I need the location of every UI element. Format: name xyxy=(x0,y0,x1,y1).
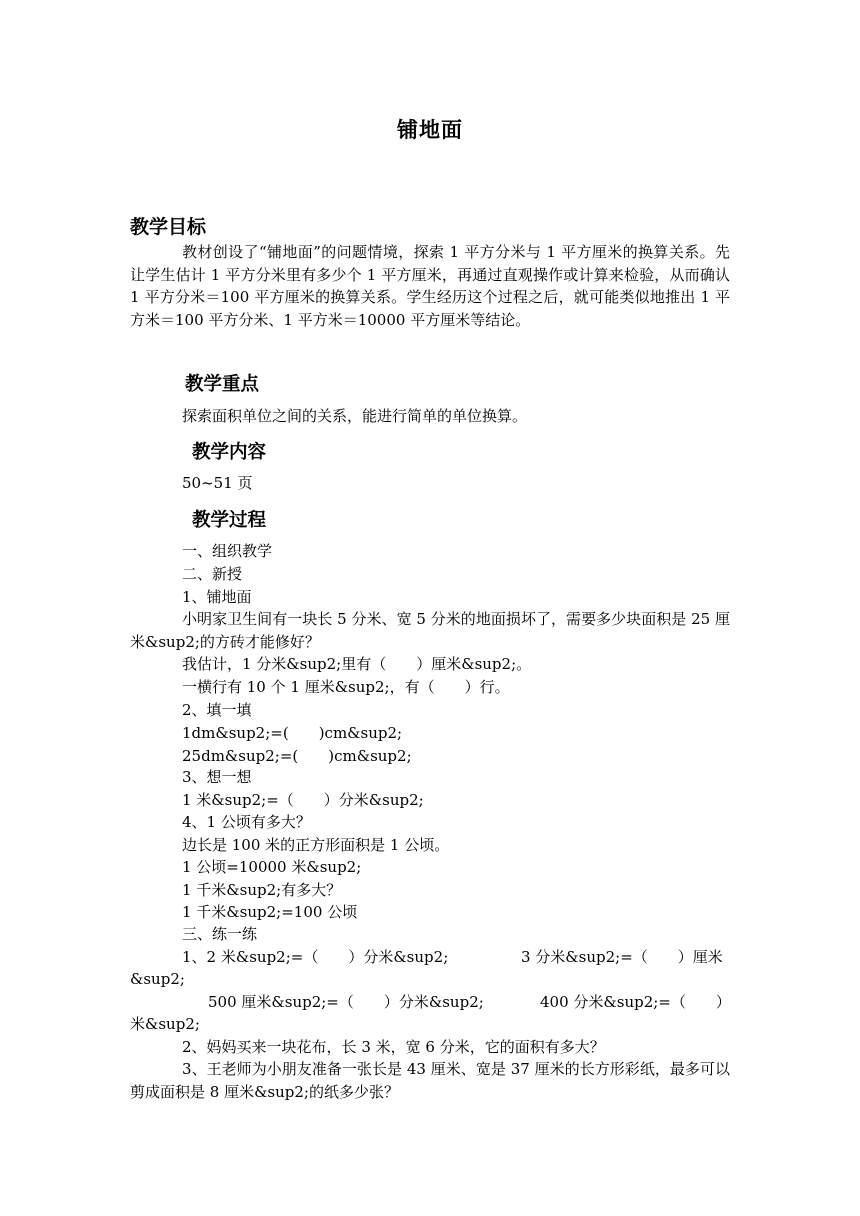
exercise-1b: 3 分米&sup2;=（ ）厘米 xyxy=(521,948,723,966)
heading-teaching-goals: 教学目标 xyxy=(130,216,207,238)
teaching-goals-paragraph: 教材创设了“铺地面”的问题情境，探索 1 平方分米与 1 平方厘米的换算关系。先让学生估计 1 平方分米里有多少个 1 平方厘米，再通过直观操作或计算来检验，从而确认 1 平方分米＝100 平方厘米的换算关系。学生经历这个过程之后，就可能类似地推出 1 平方米＝100 平方分米、1 平方米＝10000 平方厘米等结论。 xyxy=(130,243,730,329)
process-line: 1dm&sup2;=( )cm&sup2; xyxy=(182,724,403,742)
process-line: 1 千米&sup2;=100 公顷 xyxy=(182,903,358,921)
process-line: 1、铺地面 xyxy=(182,588,252,606)
process-line: 4、1 公顷有多大？ xyxy=(182,813,311,831)
exercise-1d: 400 分米&sup2;=（ ） xyxy=(540,993,731,1011)
exercise-3: 3、王老师为小朋友准备一张长是 43 厘米、宽是 37 厘米的长方形彩纸，最多可以剪成面积是 8 厘米&sup2;的纸多少张？ xyxy=(130,1060,730,1101)
floor-problem-paragraph: 小明家卫生间有一块长 5 分米、宽 5 分米的地面损坏了，需要多少块面积是 25 厘米&sup2;的方砖才能修好？ xyxy=(130,610,730,651)
heading-teaching-process: 教学过程 xyxy=(192,510,267,531)
exercise-1a: 1、2 米&sup2;=（ ）分米&sup2; xyxy=(182,948,449,966)
process-line: 1 米&sup2;=（ ）分米&sup2; xyxy=(182,791,424,809)
teaching-focus-text: 探索面积单位之间的关系，能进行简单的单位换算。 xyxy=(182,407,528,425)
process-line: 1 公顷=10000 米&sup2; xyxy=(182,858,362,876)
exercise-1c: 500 厘米&sup2;=（ ）分米&sup2; xyxy=(208,993,484,1011)
heading-teaching-focus: 教学重点 xyxy=(185,374,260,395)
process-line: 2、填一填 xyxy=(182,701,252,719)
process-line: 边长是 100 米的正方形面积是 1 公顷。 xyxy=(182,836,450,854)
heading-teaching-content: 教学内容 xyxy=(192,442,267,463)
process-line: 我估计，1 分米&sup2;里有（ ）厘米&sup2;。 xyxy=(182,655,532,673)
document-title: 铺地面 xyxy=(397,118,463,142)
process-line: 二、新授 xyxy=(182,565,243,583)
teaching-content-text: 50~51 页 xyxy=(182,474,253,492)
process-line: 一、组织教学 xyxy=(182,542,273,560)
process-line: 3、想一想 xyxy=(182,768,252,786)
exercise-2: 2、妈妈买来一块花布，长 3 米，宽 6 分米，它的面积有多大？ xyxy=(182,1038,605,1056)
process-line: 一横行有 10 个 1 厘米&sup2;，有（ ）行。 xyxy=(182,678,510,696)
exercise-1b-continued: &sup2; xyxy=(130,970,185,988)
exercise-1d-continued: 米&sup2; xyxy=(130,1015,200,1033)
process-line: 25dm&sup2;=( )cm&sup2; xyxy=(182,747,412,765)
process-line: 1 千米&sup2;有多大？ xyxy=(182,881,342,899)
process-line: 三、练一练 xyxy=(182,925,258,943)
